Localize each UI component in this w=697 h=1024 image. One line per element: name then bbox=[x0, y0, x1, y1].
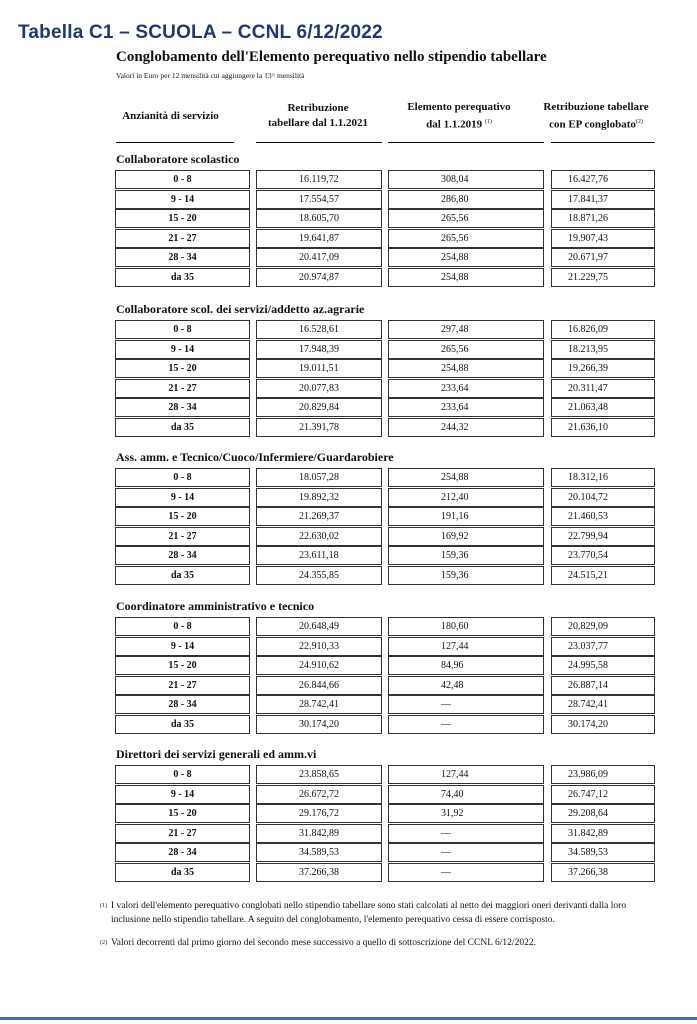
cell-anzianita: 15 - 20 bbox=[115, 359, 250, 378]
cell-anzianita: 0 - 8 bbox=[115, 468, 250, 487]
cell-anzianita: 0 - 8 bbox=[115, 170, 250, 189]
cell-anzianita: 0 - 8 bbox=[115, 320, 250, 339]
cell-elemento: 265,56 bbox=[388, 229, 544, 248]
header-conglobato bbox=[536, 91, 656, 141]
header-anzianita-label: Anzianità di servizio bbox=[122, 109, 219, 122]
header-rule bbox=[116, 142, 234, 143]
cell-elemento: — bbox=[388, 843, 544, 862]
cell-retribuzione: 20.417,09 bbox=[256, 248, 382, 267]
cell-elemento: 159,36 bbox=[388, 546, 544, 565]
header-conglobato-footnote-mark: (2) bbox=[635, 118, 643, 125]
cell-conglobato: 37.266,38 bbox=[551, 863, 655, 882]
cell-anzianita: 21 - 27 bbox=[115, 676, 250, 695]
section-title: Collaboratore scolastico bbox=[116, 152, 240, 166]
footnote-item bbox=[100, 937, 660, 951]
cell-retribuzione: 20.829,84 bbox=[256, 398, 382, 417]
cell-conglobato: 23.986,09 bbox=[551, 765, 655, 784]
cell-anzianita: 15 - 20 bbox=[115, 209, 250, 228]
cell-elemento: 180,60 bbox=[388, 617, 544, 636]
cell-anzianita: 28 - 34 bbox=[115, 248, 250, 267]
cell-conglobato: 21.063,48 bbox=[551, 398, 655, 417]
cell-retribuzione: 19.892,32 bbox=[256, 488, 382, 507]
section-title: Direttori dei servizi generali ed amm.vi bbox=[116, 747, 317, 761]
cell-elemento: 159,36 bbox=[388, 566, 544, 585]
cell-retribuzione: 21.391,78 bbox=[256, 418, 382, 437]
cell-anzianita: 21 - 27 bbox=[115, 824, 250, 843]
footnote-text: Valori decorrenti dal primo giorno del secondo mese successivo a quello di sottoscrizione del CCNL 6/12/2022. bbox=[111, 938, 536, 948]
cell-retribuzione: 20.077,83 bbox=[256, 379, 382, 398]
cell-elemento: 244,32 bbox=[388, 418, 544, 437]
cell-elemento: 74,40 bbox=[388, 785, 544, 804]
bottom-bar bbox=[0, 1017, 697, 1020]
cell-retribuzione: 23.611,18 bbox=[256, 546, 382, 565]
cell-retribuzione: 17.554,57 bbox=[256, 190, 382, 209]
cell-retribuzione: 19.641,87 bbox=[256, 229, 382, 248]
header-retribuzione bbox=[268, 91, 368, 141]
cell-retribuzione: 22.910,33 bbox=[256, 637, 382, 656]
cell-anzianita: 28 - 34 bbox=[115, 843, 250, 862]
cell-conglobato: 28.742,41 bbox=[551, 695, 655, 714]
header-conglobato-label: Retribuzione tabellare con EP conglobato bbox=[543, 100, 649, 131]
cell-retribuzione: 23.858,65 bbox=[256, 765, 382, 784]
cell-elemento: 265,56 bbox=[388, 340, 544, 359]
cell-retribuzione: 22.630,02 bbox=[256, 527, 382, 546]
header-retribuzione-label: Retribuzione tabellare dal 1.1.2021 bbox=[268, 102, 369, 129]
cell-elemento: 254,88 bbox=[388, 468, 544, 487]
cell-retribuzione: 19.011,51 bbox=[256, 359, 382, 378]
cell-elemento: 84,96 bbox=[388, 656, 544, 675]
cell-elemento: 169,92 bbox=[388, 527, 544, 546]
cell-retribuzione: 26.844,66 bbox=[256, 676, 382, 695]
header-anzianita bbox=[118, 91, 223, 141]
cell-anzianita: 0 - 8 bbox=[115, 617, 250, 636]
cell-retribuzione: 24.355,85 bbox=[256, 566, 382, 585]
cell-conglobato: 31.842,89 bbox=[551, 824, 655, 843]
cell-conglobato: 22.799,94 bbox=[551, 527, 655, 546]
cell-conglobato: 26.887,14 bbox=[551, 676, 655, 695]
cell-anzianita: 21 - 27 bbox=[115, 379, 250, 398]
cell-conglobato: 30.174,20 bbox=[551, 715, 655, 734]
cell-retribuzione: 30.174,20 bbox=[256, 715, 382, 734]
cell-retribuzione: 26.672,72 bbox=[256, 785, 382, 804]
cell-anzianita: da 35 bbox=[115, 715, 250, 734]
cell-conglobato: 20.311,47 bbox=[551, 379, 655, 398]
cell-elemento: — bbox=[388, 824, 544, 843]
cell-conglobato: 18.213,95 bbox=[551, 340, 655, 359]
cell-conglobato: 21.229,75 bbox=[551, 268, 655, 287]
cell-retribuzione: 28.742,41 bbox=[256, 695, 382, 714]
cell-retribuzione: 31.842,89 bbox=[256, 824, 382, 843]
cell-elemento: 254,88 bbox=[388, 248, 544, 267]
cell-conglobato: 20.104,72 bbox=[551, 488, 655, 507]
cell-anzianita: 0 - 8 bbox=[115, 765, 250, 784]
cell-conglobato: 19.907,43 bbox=[551, 229, 655, 248]
section-title: Coordinatore amministrativo e tecnico bbox=[116, 599, 315, 613]
document-subtitle: Conglobamento dell'Elemento perequativo nello stipendio tabellare bbox=[116, 49, 547, 65]
cell-elemento: — bbox=[388, 715, 544, 734]
header-elemento-label: Elemento perequativo dal 1.1.2019 bbox=[407, 100, 511, 131]
cell-retribuzione: 34.589,53 bbox=[256, 843, 382, 862]
page-title: Tabella C1 – SCUOLA – CCNL 6/12/2022 bbox=[18, 22, 383, 43]
cell-elemento: 127,44 bbox=[388, 765, 544, 784]
cell-anzianita: 28 - 34 bbox=[115, 695, 250, 714]
cell-conglobato: 21.636,10 bbox=[551, 418, 655, 437]
cell-conglobato: 18.871,26 bbox=[551, 209, 655, 228]
footnote-mark: (2) bbox=[100, 940, 107, 946]
header-rule bbox=[551, 142, 655, 143]
cell-anzianita: 21 - 27 bbox=[115, 527, 250, 546]
cell-retribuzione: 16.528,61 bbox=[256, 320, 382, 339]
cell-conglobato: 20.671,97 bbox=[551, 248, 655, 267]
cell-elemento: 233,64 bbox=[388, 379, 544, 398]
cell-anzianita: 15 - 20 bbox=[115, 507, 250, 526]
cell-conglobato: 16.826,09 bbox=[551, 320, 655, 339]
cell-conglobato: 24.995,58 bbox=[551, 656, 655, 675]
cell-anzianita: da 35 bbox=[115, 268, 250, 287]
cell-retribuzione: 37.266,38 bbox=[256, 863, 382, 882]
cell-conglobato: 17.841,37 bbox=[551, 190, 655, 209]
cell-anzianita: 15 - 20 bbox=[115, 804, 250, 823]
cell-elemento: 31,92 bbox=[388, 804, 544, 823]
section-title: Collaboratore scol. dei servizi/addetto az.agrarie bbox=[116, 302, 365, 316]
footnotes bbox=[100, 900, 660, 951]
currency-note: Valori in Euro per 12 mensilità cui aggiungere la 13^ mensilità bbox=[116, 71, 305, 80]
cell-conglobato: 29.208,64 bbox=[551, 804, 655, 823]
cell-elemento: 308,04 bbox=[388, 170, 544, 189]
cell-conglobato: 24.515,21 bbox=[551, 566, 655, 585]
cell-elemento: 286,80 bbox=[388, 190, 544, 209]
cell-anzianita: 21 - 27 bbox=[115, 229, 250, 248]
cell-anzianita: 15 - 20 bbox=[115, 656, 250, 675]
cell-anzianita: 28 - 34 bbox=[115, 398, 250, 417]
cell-retribuzione: 18.605,70 bbox=[256, 209, 382, 228]
cell-elemento: 212,40 bbox=[388, 488, 544, 507]
footnote-text: I valori dell'elemento perequativo conglobati nello stipendio tabellare sono stati calcolati al netto dei maggiori oneri derivanti dalla loro inclusione nello stipendio tabellare. A seguito del conglobamento, l'elemento perequativo cessa di essere corrisposto. bbox=[111, 901, 627, 925]
cell-retribuzione: 18.057,28 bbox=[256, 468, 382, 487]
cell-conglobato: 20.829,09 bbox=[551, 617, 655, 636]
section-title: Ass. amm. e Tecnico/Cuoco/Infermiere/Guardarobiere bbox=[116, 450, 394, 464]
cell-anzianita: 9 - 14 bbox=[115, 488, 250, 507]
header-elemento bbox=[400, 91, 518, 141]
cell-anzianita: da 35 bbox=[115, 566, 250, 585]
cell-anzianita: 9 - 14 bbox=[115, 637, 250, 656]
header-rule bbox=[388, 142, 544, 143]
cell-conglobato: 26.747,12 bbox=[551, 785, 655, 804]
cell-conglobato: 18.312,16 bbox=[551, 468, 655, 487]
cell-conglobato: 19.266,39 bbox=[551, 359, 655, 378]
cell-anzianita: 9 - 14 bbox=[115, 340, 250, 359]
cell-anzianita: da 35 bbox=[115, 418, 250, 437]
cell-retribuzione: 24.910,62 bbox=[256, 656, 382, 675]
cell-retribuzione: 17.948,39 bbox=[256, 340, 382, 359]
cell-elemento: — bbox=[388, 863, 544, 882]
cell-retribuzione: 16.119,72 bbox=[256, 170, 382, 189]
cell-elemento: 127,44 bbox=[388, 637, 544, 656]
header-elemento-footnote-mark: (1) bbox=[484, 118, 492, 125]
footnote-item bbox=[100, 900, 660, 927]
header-rule bbox=[256, 142, 382, 143]
cell-elemento: 191,16 bbox=[388, 507, 544, 526]
cell-conglobato: 16.427,76 bbox=[551, 170, 655, 189]
cell-conglobato: 23.770,54 bbox=[551, 546, 655, 565]
cell-elemento: 233,64 bbox=[388, 398, 544, 417]
cell-elemento: 42,48 bbox=[388, 676, 544, 695]
cell-elemento: 297,48 bbox=[388, 320, 544, 339]
cell-retribuzione: 21.269,37 bbox=[256, 507, 382, 526]
cell-retribuzione: 29.176,72 bbox=[256, 804, 382, 823]
cell-conglobato: 34.589,53 bbox=[551, 843, 655, 862]
cell-elemento: 254,88 bbox=[388, 268, 544, 287]
cell-elemento: 254,88 bbox=[388, 359, 544, 378]
cell-conglobato: 23.037,77 bbox=[551, 637, 655, 656]
cell-anzianita: 9 - 14 bbox=[115, 785, 250, 804]
cell-anzianita: 28 - 34 bbox=[115, 546, 250, 565]
cell-retribuzione: 20.648,49 bbox=[256, 617, 382, 636]
cell-anzianita: da 35 bbox=[115, 863, 250, 882]
cell-anzianita: 9 - 14 bbox=[115, 190, 250, 209]
footnote-mark: (1) bbox=[100, 903, 107, 909]
cell-conglobato: 21.460,53 bbox=[551, 507, 655, 526]
cell-elemento: 265,56 bbox=[388, 209, 544, 228]
cell-elemento: — bbox=[388, 695, 544, 714]
cell-retribuzione: 20.974,87 bbox=[256, 268, 382, 287]
